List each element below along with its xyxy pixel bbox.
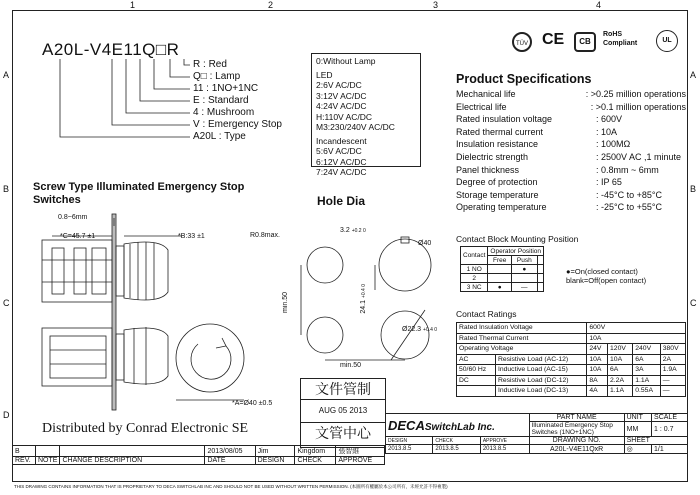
code-row: A20L : Type: [193, 131, 246, 142]
row-letter: C: [3, 298, 10, 308]
document-control-stamp: 文件管制 AUG 05 2013 文管中心: [300, 378, 386, 448]
column-number: 3: [433, 0, 439, 10]
row-letter: D: [3, 410, 10, 420]
approve-label: APPROVE: [480, 437, 529, 445]
lamp-option: 0:Without Lamp: [316, 56, 376, 66]
lamp-group-title: LED: [316, 69, 333, 80]
rating-cell: —: [660, 386, 685, 397]
design-date: 2013.8.5: [386, 445, 433, 454]
scale-label: SCALE: [652, 414, 688, 422]
rating-cell: 2A: [660, 354, 685, 365]
lamp-option: 6:12V AC/DC: [316, 156, 367, 167]
part-number: A20L-V4E11Q□R: [42, 40, 180, 59]
design-label: DESIGN: [386, 437, 433, 445]
row-letter: B: [3, 184, 10, 194]
rev-header: CHECK: [295, 457, 336, 465]
rating-cell: 1.1A: [633, 375, 661, 386]
rev-header: REV.: [13, 457, 36, 465]
rev-header: APPROVE: [336, 457, 385, 465]
revision-block: [12, 445, 385, 465]
spec-row: Electrical life : >0.1 million operations: [456, 101, 686, 112]
distribution-note: Distributed by Conrad Electronic SE: [42, 421, 249, 436]
part-name: Illuminated Emergency Stop Switches (1NO+1NC): [529, 422, 624, 437]
lamp-group-title: Incandescent: [316, 135, 367, 146]
rating-cell: Inductive Load (AC-15): [495, 365, 586, 376]
title-block: [385, 413, 688, 454]
spec-row: Storage temperature : -45°C to +85°C: [456, 189, 662, 200]
lamp-option: 4:24V AC/DC: [316, 101, 367, 111]
column-number: 1: [130, 0, 136, 10]
rev-date: 2013/08/05: [205, 446, 255, 457]
dim-panel-thickness: 0.8~6mm: [58, 214, 88, 221]
rating-cell: Resistive Load (DC-12): [495, 375, 586, 386]
code-row: R : Red: [193, 59, 227, 70]
rating-cell: 50/60 Hz: [457, 365, 496, 376]
switch-side-view: [30, 210, 250, 420]
rating-cell: AC: [457, 354, 496, 365]
dim-c: *C=45.7 ±1: [60, 233, 96, 240]
spec-row: Dielectric strength : 2500V AC ,1 minute: [456, 151, 682, 162]
rating-cell: 240V: [633, 344, 661, 355]
rating-cell: 10A: [587, 365, 608, 376]
cb-logo: CB: [574, 32, 596, 52]
row-letter: A: [690, 70, 697, 80]
dim-40: Ø40: [418, 240, 432, 247]
rating-cell: 4A: [587, 386, 608, 397]
drawing-no: A20L-V4E11QxR: [529, 445, 624, 454]
rating-cell: [457, 386, 496, 397]
cbm-cell: 1 NO: [461, 265, 488, 274]
rating-cell: 0.55A: [633, 386, 661, 397]
code-row: Q□ : Lamp: [193, 71, 241, 82]
row-letter: A: [3, 70, 10, 80]
brand-cell: DECASwitchLab Inc.: [386, 414, 530, 437]
spec-row: Insulation resistance : 100MΩ: [456, 139, 631, 150]
part-name-label: PART NAME: [529, 414, 624, 422]
hole-dia-drawing: [255, 210, 455, 370]
code-row: 11 : 1NO+1NC: [193, 83, 259, 94]
rev-header: DESIGN: [255, 457, 295, 465]
rating-cell: —: [660, 375, 685, 386]
unit-label: UNIT: [624, 414, 651, 422]
rating-cell: 24V: [587, 344, 608, 355]
rating-cell: 8A: [587, 375, 608, 386]
cbm-cell: ●: [512, 265, 538, 274]
lamp-options-box: [311, 53, 421, 177]
column-number: 2: [268, 0, 274, 10]
cbm-header: Free: [488, 256, 512, 265]
rev-check: Kingdom: [295, 446, 336, 457]
dim-24-1: 24.1 +0.4 0: [360, 284, 367, 314]
rating-cell: 380V: [660, 344, 685, 355]
lamp-option: 7:24V AC/DC: [316, 167, 367, 177]
rating-cell: 600V: [587, 323, 686, 334]
contact-block-table: [460, 246, 544, 292]
lamp-option: 2:6V AC/DC: [316, 80, 362, 90]
code-leader-lines: [40, 55, 200, 165]
rating-cell: 1.9A: [660, 365, 685, 376]
rev-approve: 張智維: [336, 446, 385, 457]
check-date: 2013.8.5: [433, 445, 480, 454]
lamp-option: H:110V AC/DC: [316, 111, 373, 122]
drawing-no-label: DRAWING NO.: [529, 437, 624, 445]
contact-ratings-table: [456, 322, 686, 397]
contact-block-title: Contact Block Mounting Position: [456, 234, 579, 244]
rating-cell: 6A: [633, 354, 661, 365]
rating-cell: 10A: [587, 354, 608, 365]
product-specs: [456, 88, 686, 214]
dim-3-2: 3.2 +0.2 0: [340, 227, 366, 234]
rev-letter: B: [13, 446, 36, 457]
cbm-cell: —: [512, 283, 538, 292]
code-row: 4 : Mushroom: [193, 107, 255, 118]
rating-cell: 1.1A: [608, 386, 633, 397]
approve-date: 2013.8.5: [480, 445, 529, 454]
spec-row: Operating temperature : -25°C to +55°C: [456, 202, 662, 213]
row-letter: C: [690, 298, 697, 308]
screw-type-title: Screw Type Illuminated Emergency Stop Switches: [33, 181, 245, 206]
cbm-header: Contact: [461, 247, 488, 265]
unit-value: MM: [624, 422, 651, 437]
spec-row: Degree of protection : IP 65: [456, 177, 622, 188]
rating-cell: 120V: [608, 344, 633, 355]
cbm-cell: [488, 265, 512, 274]
cbm-cell: ●: [488, 283, 512, 292]
check-label: CHECK: [433, 437, 480, 445]
rating-cell: 2.2A: [608, 375, 633, 386]
rating-cell: Inductive Load (DC-13): [495, 386, 586, 397]
rev-header: NOTE: [36, 457, 60, 465]
spec-row: Panel thickness : 0.8mm ~ 6mm: [456, 164, 659, 175]
rating-cell: DC: [457, 375, 496, 386]
spec-row: Rated insulation voltage : 600V: [456, 114, 623, 125]
lamp-option: M3:230/240V AC/DC: [316, 122, 395, 132]
tuv-logo: TÜV: [512, 32, 532, 52]
rev-header: DATE: [205, 457, 255, 465]
rohs-logo: RoHS Compliant: [603, 31, 638, 47]
cbm-header: Push: [512, 256, 538, 265]
ce-mark: CE: [542, 31, 565, 48]
contact-ratings-title: Contact Ratings: [456, 309, 517, 319]
row-letter: B: [690, 184, 697, 194]
hole-dia-title: Hole Dia: [317, 194, 366, 208]
spec-row: Rated thermal current : 10A: [456, 126, 618, 137]
dim-a: *A=Ø40 ±0.5: [232, 400, 273, 407]
column-number: 4: [596, 0, 602, 10]
cbm-cell: 3 NC: [461, 283, 488, 292]
scale-value: 1 : 0.7: [652, 422, 688, 437]
rating-cell: 6A: [608, 365, 633, 376]
dim-b: *B:33 ±1: [178, 233, 205, 240]
dim-22-3: Ø22.3 +0.4 0: [402, 326, 438, 333]
disclaimer: THIS DRAWING CONTAINS INFORMATION THAT IS PROPRIETARY TO DECA SWITCHLAB INC AND SHOULD NOT BE USED WITHOUT WRITTEN PERMISSION. (本圖所有權屬於本公司所有，未經允許不得複製): [14, 484, 448, 489]
lamp-option: 3:12V AC/DC: [316, 90, 367, 101]
code-row: V : Emergency Stop: [193, 119, 282, 130]
ul-logo: UL: [656, 30, 678, 52]
rating-cell: Resistive Load (AC-12): [495, 354, 586, 365]
contact-legend: ●=On(closed contact) blank=Off(open contact): [566, 267, 647, 285]
sheet-value: 1/1: [652, 445, 688, 454]
dim-min50-vertical: min.50: [282, 292, 289, 314]
dim-r: R0.8max.: [250, 232, 280, 239]
rev-design: Jim: [255, 446, 295, 457]
sheet-label: SHEET: [624, 437, 687, 445]
rating-cell: Rated Thermal Current: [457, 333, 587, 344]
rating-cell: 10A: [587, 333, 686, 344]
dim-min50-horizontal: min.50: [340, 362, 362, 369]
product-specs-title: Product Specifications: [456, 72, 592, 86]
rating-cell: Rated Insulation Voltage: [457, 323, 587, 334]
cbm-header: Operator Position: [488, 247, 544, 256]
spec-row: Mechanical life : >0.25 million operations: [456, 89, 686, 99]
rating-cell: 3A: [633, 365, 661, 376]
cbm-cell: 2: [461, 274, 488, 283]
rev-header: CHANGE DESCRIPTION: [60, 457, 205, 465]
rating-cell: 10A: [608, 354, 633, 365]
code-row: E : Standard: [193, 95, 249, 106]
lamp-option: 5:6V AC/DC: [316, 146, 362, 156]
rating-cell: Operating Voltage: [457, 344, 587, 355]
sheet-icon: ◎: [624, 445, 651, 454]
